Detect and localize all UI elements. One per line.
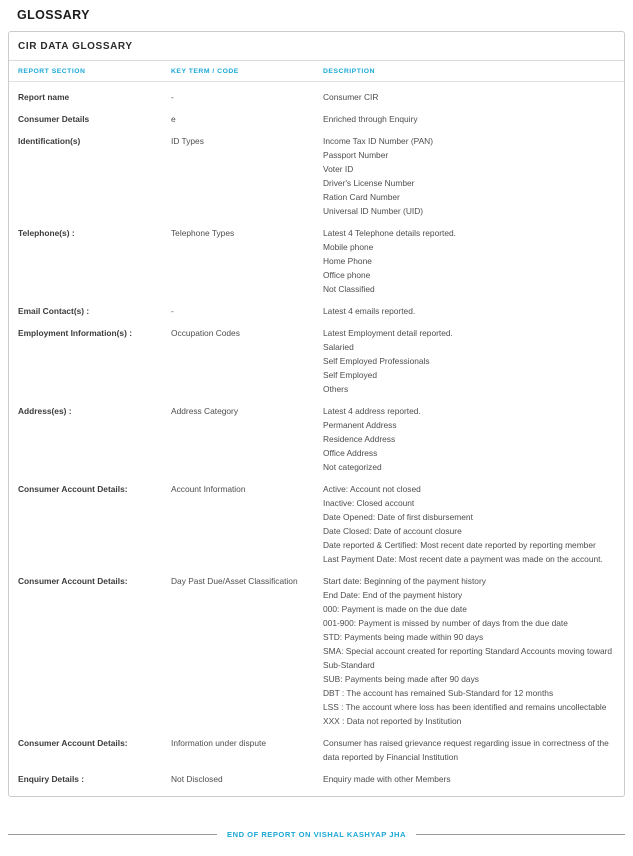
key-term-cell: Telephone Types xyxy=(171,228,235,238)
page-title: GLOSSARY xyxy=(17,8,90,22)
key-term-cell: Day Past Due/Asset Classification xyxy=(171,576,298,586)
description-cell xyxy=(323,226,616,296)
description-line: Date reported & Certified: Most recent date reported by reporting member xyxy=(323,540,596,550)
divider-line-left xyxy=(8,834,217,835)
key-term-cell: Address Category xyxy=(171,406,239,416)
report-section-cell: Address(es) : xyxy=(18,406,72,416)
report-section-cell: Enquiry Details : xyxy=(18,774,85,784)
end-of-report-text: END OF REPORT ON VISHAL KASHYAP JHA xyxy=(227,830,406,839)
description-line: Latest 4 address reported. xyxy=(323,406,421,416)
key-term-cell: Not Disclosed xyxy=(171,774,223,784)
description-cell xyxy=(323,134,616,218)
description-line: Enquiry made with other Members xyxy=(323,774,451,784)
report-section-cell: Consumer Account Details: xyxy=(18,738,128,748)
table-header-row xyxy=(9,61,624,82)
report-section-cell: Consumer Account Details: xyxy=(18,484,128,494)
description-line: Consumer has raised grievance request regarding issue in correctness of the data reported by Financial Institution xyxy=(323,738,609,762)
description-line: Driver's License Number xyxy=(323,178,415,188)
description-line: Office phone xyxy=(323,270,371,280)
table-row xyxy=(9,570,624,732)
description-line: Date Closed: Date of account closure xyxy=(323,526,462,536)
key-term-cell: Information under dispute xyxy=(171,738,266,748)
report-section-cell: Identification(s) xyxy=(18,136,81,146)
description-line: Permanent Address xyxy=(323,420,397,430)
key-term-cell: - xyxy=(171,92,174,102)
description-line: Latest Employment detail reported. xyxy=(323,328,453,338)
description-line: Home Phone xyxy=(323,256,372,266)
description-cell xyxy=(323,574,616,728)
table-row xyxy=(9,768,624,790)
description-line: STD: Payments being made within 90 days xyxy=(323,632,484,642)
key-term-cell: Occupation Codes xyxy=(171,328,240,338)
column-header-key-term: KEY TERM / CODE xyxy=(171,68,239,75)
description-cell xyxy=(323,304,616,318)
description-line: DBT : The account has remained Sub-Standard for 12 months xyxy=(323,688,554,698)
description-line: LSS : The account where loss has been identified and remains uncollectable xyxy=(323,702,607,712)
description-line: 000: Payment is made on the due date xyxy=(323,604,467,614)
description-line: Salaried xyxy=(323,342,354,352)
description-line: Enriched through Enquiry xyxy=(323,114,418,124)
description-line: Others xyxy=(323,384,349,394)
key-term-cell: ID Types xyxy=(171,136,204,146)
description-line: Residence Address xyxy=(323,434,396,444)
description-line: Not Classified xyxy=(323,284,375,294)
table-row xyxy=(9,130,624,222)
description-line: XXX : Data not reported by Institution xyxy=(323,716,462,726)
description-line: SMA: Special account created for reporting Standard Accounts moving toward Sub-Standard xyxy=(323,646,613,670)
description-line: Active: Account not closed xyxy=(323,484,421,494)
glossary-rows xyxy=(9,82,624,796)
report-section-cell: Employment Information(s) : xyxy=(18,328,132,338)
divider-line-right xyxy=(416,834,625,835)
table-row xyxy=(9,732,624,768)
description-cell xyxy=(323,112,616,126)
description-line: Universal ID Number (UID) xyxy=(323,206,424,216)
table-row xyxy=(9,108,624,130)
description-line: SUB: Payments being made after 90 days xyxy=(323,674,479,684)
description-cell xyxy=(323,482,616,566)
description-line: Consumer CIR xyxy=(323,92,379,102)
description-line: Passport Number xyxy=(323,150,389,160)
description-line: Income Tax ID Number (PAN) xyxy=(323,136,433,146)
report-section-cell: Telephone(s) : xyxy=(18,228,75,238)
table-row xyxy=(9,222,624,300)
description-cell xyxy=(323,326,616,396)
table-row xyxy=(9,400,624,478)
description-line: Office Address xyxy=(323,448,378,458)
description-line: Start date: Beginning of the payment history xyxy=(323,576,486,586)
key-term-cell: e xyxy=(171,114,176,124)
description-line: Ration Card Number xyxy=(323,192,400,202)
description-cell xyxy=(323,404,616,474)
description-line: End Date: End of the payment history xyxy=(323,590,463,600)
description-line: Mobile phone xyxy=(323,242,374,252)
description-line: Latest 4 emails reported. xyxy=(323,306,416,316)
description-cell xyxy=(323,90,616,104)
report-section-cell: Consumer Details xyxy=(18,114,90,124)
description-cell xyxy=(323,736,616,764)
end-of-report-divider xyxy=(0,830,633,839)
table-row xyxy=(9,322,624,400)
key-term-cell: - xyxy=(171,306,174,316)
table-row xyxy=(9,478,624,570)
report-section-cell: Consumer Account Details: xyxy=(18,576,128,586)
table-row xyxy=(9,86,624,108)
description-line: Not categorized xyxy=(323,462,382,472)
glossary-panel xyxy=(8,31,625,797)
description-line: Latest 4 Telephone details reported. xyxy=(323,228,457,238)
description-line: Date Opened: Date of first disbursement xyxy=(323,512,473,522)
column-header-report-section: REPORT SECTION xyxy=(18,68,86,75)
column-header-description: DESCRIPTION xyxy=(323,68,375,75)
report-section-cell: Email Contact(s) : xyxy=(18,306,90,316)
description-line: Self Employed Professionals xyxy=(323,356,430,366)
description-cell xyxy=(323,772,616,786)
glossary-panel-title: CIR DATA GLOSSARY xyxy=(9,32,624,61)
description-line: Last Payment Date: Most recent date a payment was made on the account. xyxy=(323,554,603,564)
report-section-cell: Report name xyxy=(18,92,70,102)
table-row xyxy=(9,300,624,322)
description-line: Voter ID xyxy=(323,164,354,174)
description-line: 001-900: Payment is missed by number of days from the due date xyxy=(323,618,568,628)
description-line: Self Employed xyxy=(323,370,377,380)
description-line: Inactive: Closed account xyxy=(323,498,415,508)
key-term-cell: Account Information xyxy=(171,484,246,494)
